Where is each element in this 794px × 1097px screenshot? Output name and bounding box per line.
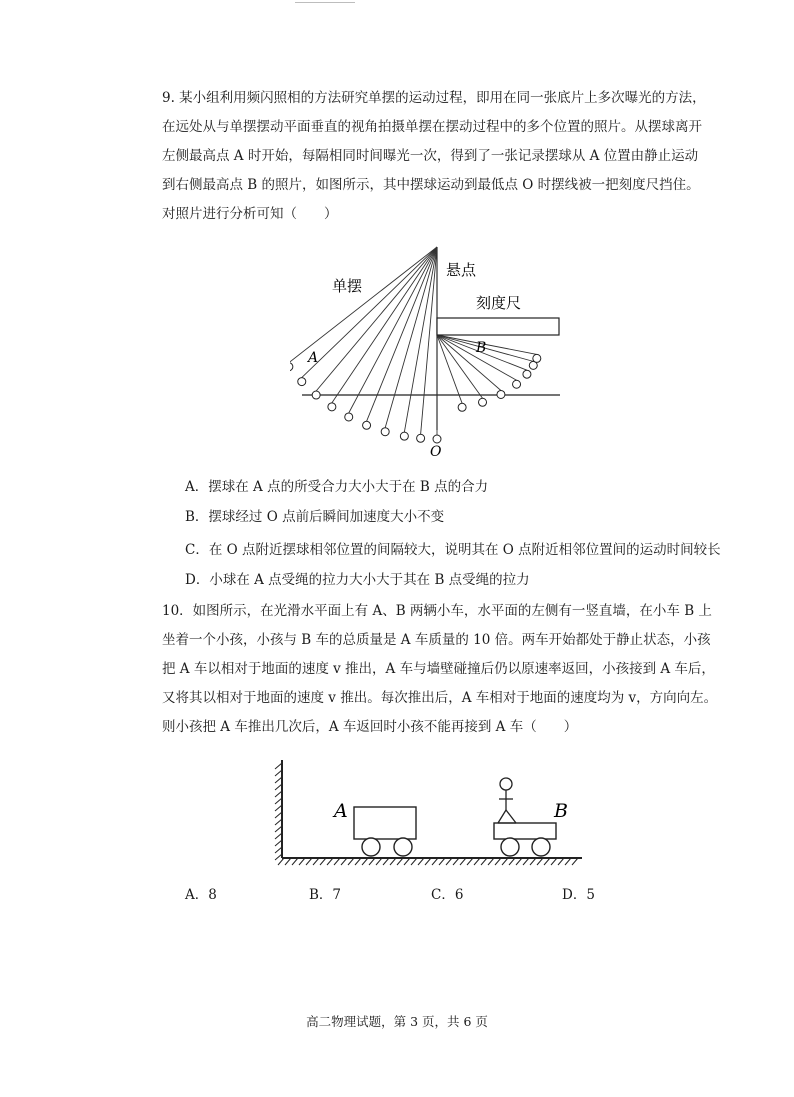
floor-hatch-line [439,858,445,865]
label-pivot: 悬点 [446,261,477,279]
wall-hatch-line [275,826,282,832]
floor-hatch-line [299,858,305,865]
wall-hatch-line [275,833,282,839]
ball-left-9 [433,435,441,443]
ball-right-6 [533,354,541,362]
ball-right-1 [479,398,487,406]
wall-hatching [275,763,282,860]
wall-hatch-line [275,854,282,860]
floor-hatch-line [313,858,319,865]
wall-hatch-line [275,784,282,790]
ball-left-4 [345,413,353,421]
floor-hatch-line [432,858,438,865]
string-right-6 [437,335,537,354]
floor-hatch-line [509,858,515,865]
cart-a-wheel-right [394,838,412,856]
floor-hatch-line [348,858,354,865]
string-left-1 [302,247,437,378]
wall-hatch-line [275,770,282,776]
floor-hatch-line [320,858,326,865]
floor-hatch-line [558,858,564,865]
label-B: B [476,340,487,356]
q10-line-1: 10．如图所示，在光滑水平面上有 A、B 两辆小车，水平面的左侧有一竖直墙，在小车 B 上 [162,603,712,619]
floor-hatch-line [537,858,543,865]
floor-hatch-line [411,858,417,865]
q10-option-b[interactable]: B．7 [309,887,342,903]
wall-hatch-line [275,763,282,769]
ruler [437,318,559,335]
cart-b-label: B [554,800,568,822]
floor-hatch-line [418,858,424,865]
floor-hatch-line [285,858,291,865]
q10-option-c[interactable]: C．6 [431,887,464,903]
floor-hatch-line [390,858,396,865]
floor-hatch-line [481,858,487,865]
floor-hatch-line [376,858,382,865]
ball-right-2 [497,390,505,398]
cart-b-wheel-left [501,838,519,856]
floor-hatch-line [355,858,361,865]
floor-hatch-line [467,858,473,865]
ball-right-3 [513,380,521,388]
label-A: A [308,350,319,366]
q9-option-b[interactable]: B．摆球经过 O 点前后瞬间加速度大小不变 [185,509,445,525]
string-left-7 [404,247,437,432]
floor-hatch-line [460,858,466,865]
wall-hatch-line [275,847,282,853]
floor-hatch-line [488,858,494,865]
pendulum-figure [290,235,580,465]
q9-line-3: 左侧最高点 A 时开始，每隔相同时间曝光一次，得到了一张记录摆球从 A 位置由静止运动 [162,148,699,164]
string-left-4 [349,247,437,413]
q9-line-5: 对照片进行分析可知（ ） [162,206,338,222]
floor-hatch-line [404,858,410,865]
floor-hatch-line [474,858,480,865]
floor-hatch-line [502,858,508,865]
wall-hatch-line [275,805,282,811]
label-pendulum: 单摆 [332,277,363,295]
floor-hatch-line [572,858,578,865]
label-ruler: 刻度尺 [476,294,522,312]
ball-left-0 [290,363,293,371]
floor-hatch-line [362,858,368,865]
wall-hatch-line [275,819,282,825]
q10-line-5: 则小孩把 A 车推出几次后，A 车返回时小孩不能再接到 A 车（ ） [162,719,578,735]
carts-figure [272,755,592,870]
floor-hatch-line [334,858,340,865]
cart-b-body [494,823,556,839]
floor-hatch-line [453,858,459,865]
string-right-0 [437,335,462,403]
floor-hatch-line [341,858,347,865]
child-figure [498,778,516,823]
string-left-0 [290,247,437,363]
ball-right-0 [458,403,466,411]
ball-left-7 [400,432,408,440]
string-left-3 [332,247,437,403]
ball-left-3 [328,403,336,411]
floor-hatching [278,858,578,865]
cart-b-wheel-right [532,838,550,856]
q10-line-3: 把 A 车以相对于地面的速度 v 推出，A 车与墙壁碰撞后仍以原速率返回，小孩接到 A 车后， [162,661,715,677]
wall-hatch-line [275,840,282,846]
ball-left-8 [417,434,425,442]
floor-hatch-line [278,858,284,865]
q10-line-4: 又将其以相对于地面的速度 v 推出。每次推出后，A 车相对于地面的速度均为 v，方向向左。 [162,690,718,706]
floor-hatch-line [516,858,522,865]
ball-left-2 [312,391,320,399]
ball-left-6 [381,428,389,436]
left-swing-strings [290,247,437,435]
q9-line-2: 在远处从与单摆摆动平面垂直的视角拍摄单摆在摆动过程中的多个位置的照片。从摆球离开 [162,119,702,135]
floor-hatch-line [523,858,529,865]
floor-hatch-line [383,858,389,865]
ball-left-1 [298,378,306,386]
q9-option-d[interactable]: D．小球在 A 点受绳的拉力大小大于其在 B 点受绳的拉力 [185,572,530,588]
q9-option-c[interactable]: C．在 O 点附近摆球相邻位置的间隔较大，说明其在 O 点附近相邻位置间的运动时间较长 [185,542,721,558]
floor-hatch-line [306,858,312,865]
q10-option-d[interactable]: D．5 [562,887,595,903]
cart-a-wheel-left [362,838,380,856]
wall-hatch-line [275,812,282,818]
scan-mark [295,2,355,3]
floor-hatch-line [425,858,431,865]
wall-hatch-line [275,798,282,804]
floor-hatch-line [544,858,550,865]
right-swing-strings [437,335,537,403]
floor-hatch-line [446,858,452,865]
floor-hatch-line [292,858,298,865]
wall-hatch-line [275,777,282,783]
q10-line-2: 坐着一个小孩，小孩与 B 车的总质量是 A 车质量的 10 倍。两车开始都处于静止状态，小孩 [162,632,711,648]
ball-left-5 [363,421,371,429]
floor-hatch-line [495,858,501,865]
ball-right-4 [523,370,531,378]
floor-hatch-line [327,858,333,865]
floor-hatch-line [565,858,571,865]
wall-hatch-line [275,791,282,797]
q10-option-a[interactable]: A．8 [185,887,217,903]
floor-hatch-line [551,858,557,865]
floor-hatch-line [369,858,375,865]
q9-line-1: 9. 某小组利用频闪照相的方法研究单摆的运动过程，即用在同一张底片上多次曝光的方法， [162,90,706,106]
floor-hatch-line [397,858,403,865]
cart-a-label: A [334,800,348,822]
q9-option-a[interactable]: A．摆球在 A 点的所受合力大小大于在 B 点的合力 [185,479,489,495]
floor-hatch-line [530,858,536,865]
page-footer: 高二物理试题，第 3 页，共 6 页 [306,1014,488,1029]
q9-line-4: 到右侧最高点 B 的照片，如图所示，其中摆球运动到最低点 O 时摆线被一把刻度尺挡住。 [162,177,700,193]
cart-a-body [354,807,416,839]
label-O: O [430,444,442,460]
string-left-2 [316,247,437,391]
